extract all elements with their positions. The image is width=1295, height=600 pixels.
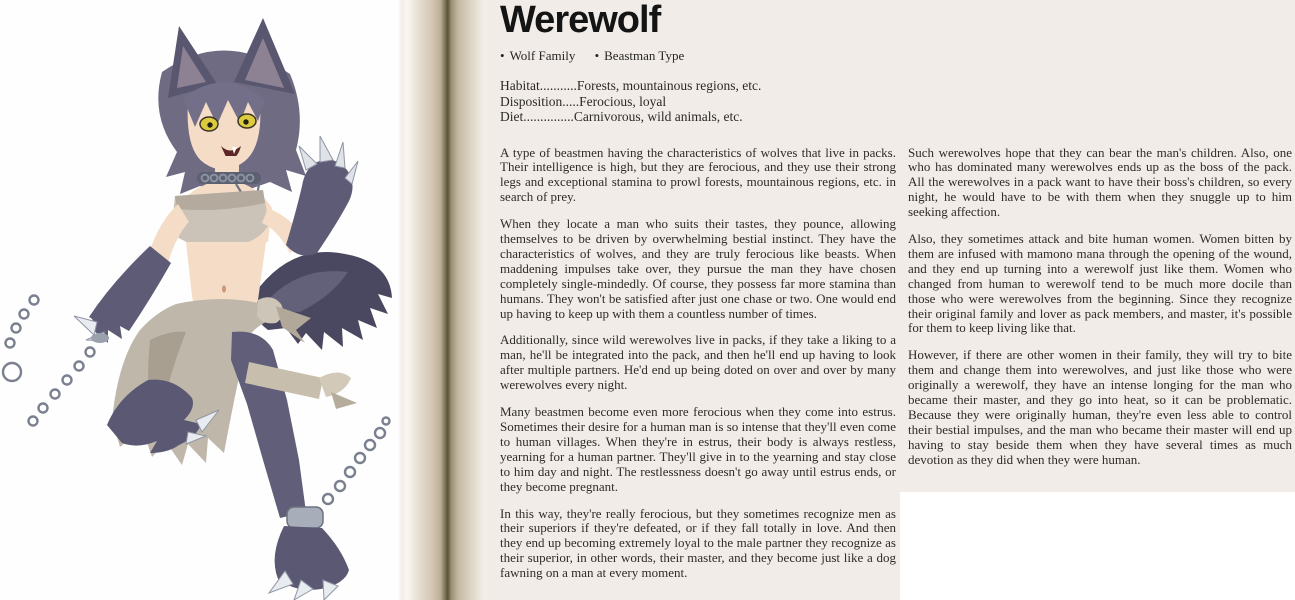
tag-family-label: Wolf Family xyxy=(509,48,576,63)
tag-type xyxy=(595,48,685,63)
stat-habitat: Habitat...........Forests, mountainous regions, etc. xyxy=(500,78,762,93)
encyclopedia-page xyxy=(490,0,1295,600)
page-title: Werewolf xyxy=(500,0,661,41)
stat-block xyxy=(500,78,1292,125)
bullet-icon: • xyxy=(594,48,600,63)
artwork-panel xyxy=(0,0,398,600)
stat-disposition: Disposition.....Ferocious, loyal xyxy=(500,93,667,109)
body-column-right xyxy=(908,146,1292,582)
stat-diet: Diet...............Carnivorous, wild animals, etc. xyxy=(500,109,743,124)
body-paragraph: However, if there are other women in their family, they will try to bite them and change them into werewolves, and just like those who were originally a werewolf, they have an intense longing for the man who became their master, and they go into heat, so it can be problematic. Because they were originally human, they're even less able to control their bestial impulses, and the man who became their master will end up having to stay beside them when they have several times as much devotion as they did when they were human. xyxy=(908,347,1292,467)
tag-family xyxy=(500,48,575,63)
body-paragraph: Also, they sometimes attack and bite human women. Women bitten by them are infused with mamono mana through the opening of the wound, and they end up turning into a werewolf just like them. Women who changed from human to werewolf tend to be much more docile than those who were werewolves from the beginning. Since they recognize their original family and lover as pack members, and master, it's possible for them to keep living like that. xyxy=(908,231,1292,336)
body-paragraph: In this way, they're really ferocious, but they sometimes recognize men as their superiors if they're defeated, or if they fall totally in love. And then they end up becoming extremely loyal to the male partner they recognize as their superior, in other words, their master, and they become just like a dog fawning on a man at every moment. xyxy=(500,505,896,581)
werewolf-illustration xyxy=(0,0,398,600)
classification-tags xyxy=(500,48,1292,64)
body-paragraph: A type of beastmen having the characteristics of wolves that live in packs. Their intelligence is high, but they are ferocious, and they use their strong legs and exceptional stamina to prowl forests, mountainous regions, etc. in search of prey. xyxy=(500,144,896,205)
body-paragraph: Such werewolves hope that they can bear the man's children. Also, one who has dominated many werewolves ends up as the boss of the pack. All the werewolves in a pack want to have their boss's children, so every night, he would have to be with them when they snuggle up to him seeking affection. xyxy=(908,144,1292,220)
body-paragraph: When they locate a man who suits their tastes, they pounce, allowing themselves to be driven by overwhelming bestial instinct. They have the characteristics of wolves, and they are truly ferocious like beasts. When maddening impulses take over, they pursue the man they have chosen completely single-mindedly. Of course, they possess far more stamina than humans. They won't be satisfied after just one chase or two. One would end up having to keep up with them a countless number of times. xyxy=(500,216,896,321)
body-column-left xyxy=(500,146,896,582)
body-paragraph: Additionally, since wild werewolves live in packs, if they take a liking to a man, he'll be integrated into the pack, and then he'll end up having to look after multiple partners. He'd end up being doted on over and over by many werewolves every night. xyxy=(500,332,896,393)
body-columns xyxy=(500,146,1292,582)
book-spine xyxy=(398,0,490,600)
body-paragraph: Many beastmen become even more ferocious when they come into estrus. Sometimes their desire for a human man is so intense that they'll even come to human villages. When they're in estrus, their body is always restless, yearning for a human partner. They'll give in to the yearning and stay close to him day and night. The restlessness doesn't go away until estrus ends, or they become pregnant. xyxy=(500,404,896,494)
bullet-icon: • xyxy=(500,48,505,63)
tag-type-label: Beastman Type xyxy=(604,48,685,63)
